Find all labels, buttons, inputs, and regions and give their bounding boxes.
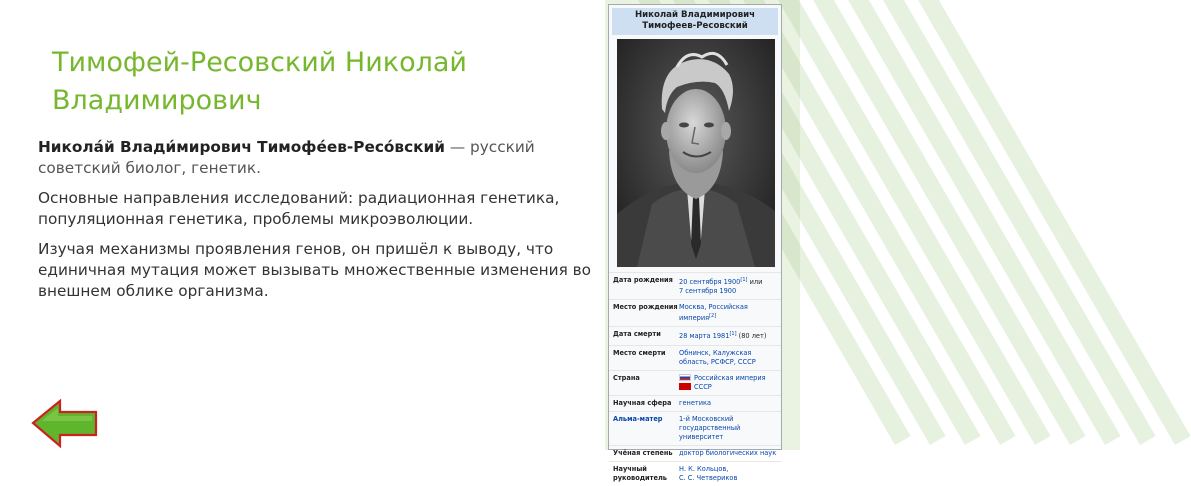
infobox-header — [612, 8, 778, 35]
row-label — [613, 415, 679, 442]
row-death-date — [609, 326, 781, 344]
row-label: Дата смерти — [613, 330, 661, 339]
back-arrow-icon[interactable] — [30, 397, 100, 450]
row-degree — [609, 445, 781, 461]
row-label: Учёная степень — [613, 448, 673, 457]
slide-body — [38, 137, 598, 311]
row-field — [609, 395, 781, 411]
birth-date-or: или — [747, 278, 763, 287]
intro-description: — русский советский биолог, генетик. — [38, 138, 535, 177]
ref-1[interactable]: [1] — [740, 277, 748, 283]
row-value — [679, 303, 777, 323]
row-death-place — [609, 345, 781, 370]
birth-place-link[interactable]: Москва, Российская империя — [679, 303, 748, 323]
row-label: Место смерти — [613, 348, 666, 357]
row-country — [609, 370, 781, 395]
infobox-header-line2: Тимофеев-Ресовский — [642, 21, 748, 31]
row-value — [679, 330, 766, 341]
row-label: Дата рождения — [613, 276, 673, 284]
row-value — [679, 465, 737, 483]
death-date-link[interactable]: 28 марта 1981 — [679, 332, 730, 341]
age-at-death: (80 лет) — [736, 332, 767, 341]
country-link-2[interactable]: СССР — [694, 382, 712, 391]
portrait-photo — [617, 39, 775, 267]
field-link[interactable]: генетика — [679, 398, 712, 407]
alma-mater-link[interactable]: 1-й Московский государственный университет — [679, 414, 741, 441]
alma-mater-label-link[interactable]: Альма-матер — [613, 414, 663, 423]
row-label: Страна — [613, 373, 640, 382]
birth-date-link[interactable]: 20 сентября 1900 — [679, 278, 741, 287]
row-advisor — [609, 461, 781, 486]
advisor-link-1[interactable]: Н. К. Кольцов, — [679, 464, 729, 473]
death-place-link[interactable]: Обнинск, Калужская область, РСФСР, СССР — [679, 348, 756, 366]
row-label: Научный руководитель — [613, 464, 667, 482]
infobox-rows — [609, 272, 781, 486]
paragraph-research: Основные направления исследований: радиационная генетика, популяционная генетика, проблемы микроэволюции. — [38, 189, 560, 228]
row-label: Место рождения — [613, 303, 678, 312]
advisor-link-2[interactable]: С. С. Четвериков — [679, 473, 738, 482]
infobox-header-line1: Николай Владимирович — [634, 10, 756, 20]
row-alma-mater — [609, 411, 781, 445]
russian-empire-flag-icon — [679, 374, 691, 381]
slide-title: Тимофей-Ресовский Николай Владимирович — [52, 47, 467, 116]
ref-2[interactable]: [2] — [709, 313, 717, 320]
ref-1[interactable]: [1] — [729, 331, 737, 338]
row-value — [679, 374, 766, 392]
row-label: Научная сфера — [613, 398, 672, 407]
person-name: Никола́й Влади́мирович Тимофе́ев-Ресо́вский — [38, 138, 445, 156]
row-birth-date — [609, 272, 781, 299]
wiki-infobox — [608, 4, 782, 482]
paragraph-conclusion: Изучая механизмы проявления генов, он пришёл к выводу, что единичная мутация может вызывать множественные изменения во внешнем облике организма. — [38, 240, 592, 300]
ussr-flag-icon — [679, 383, 691, 390]
row-birth-place — [609, 299, 781, 326]
paragraph-intro — [38, 137, 598, 179]
birth-date-alt-link[interactable]: 7 сентября 1900 — [679, 287, 737, 296]
country-link-1[interactable]: Российская империя — [694, 373, 766, 382]
row-value — [679, 276, 762, 296]
degree-link[interactable]: доктор биологических наук — [679, 448, 777, 457]
